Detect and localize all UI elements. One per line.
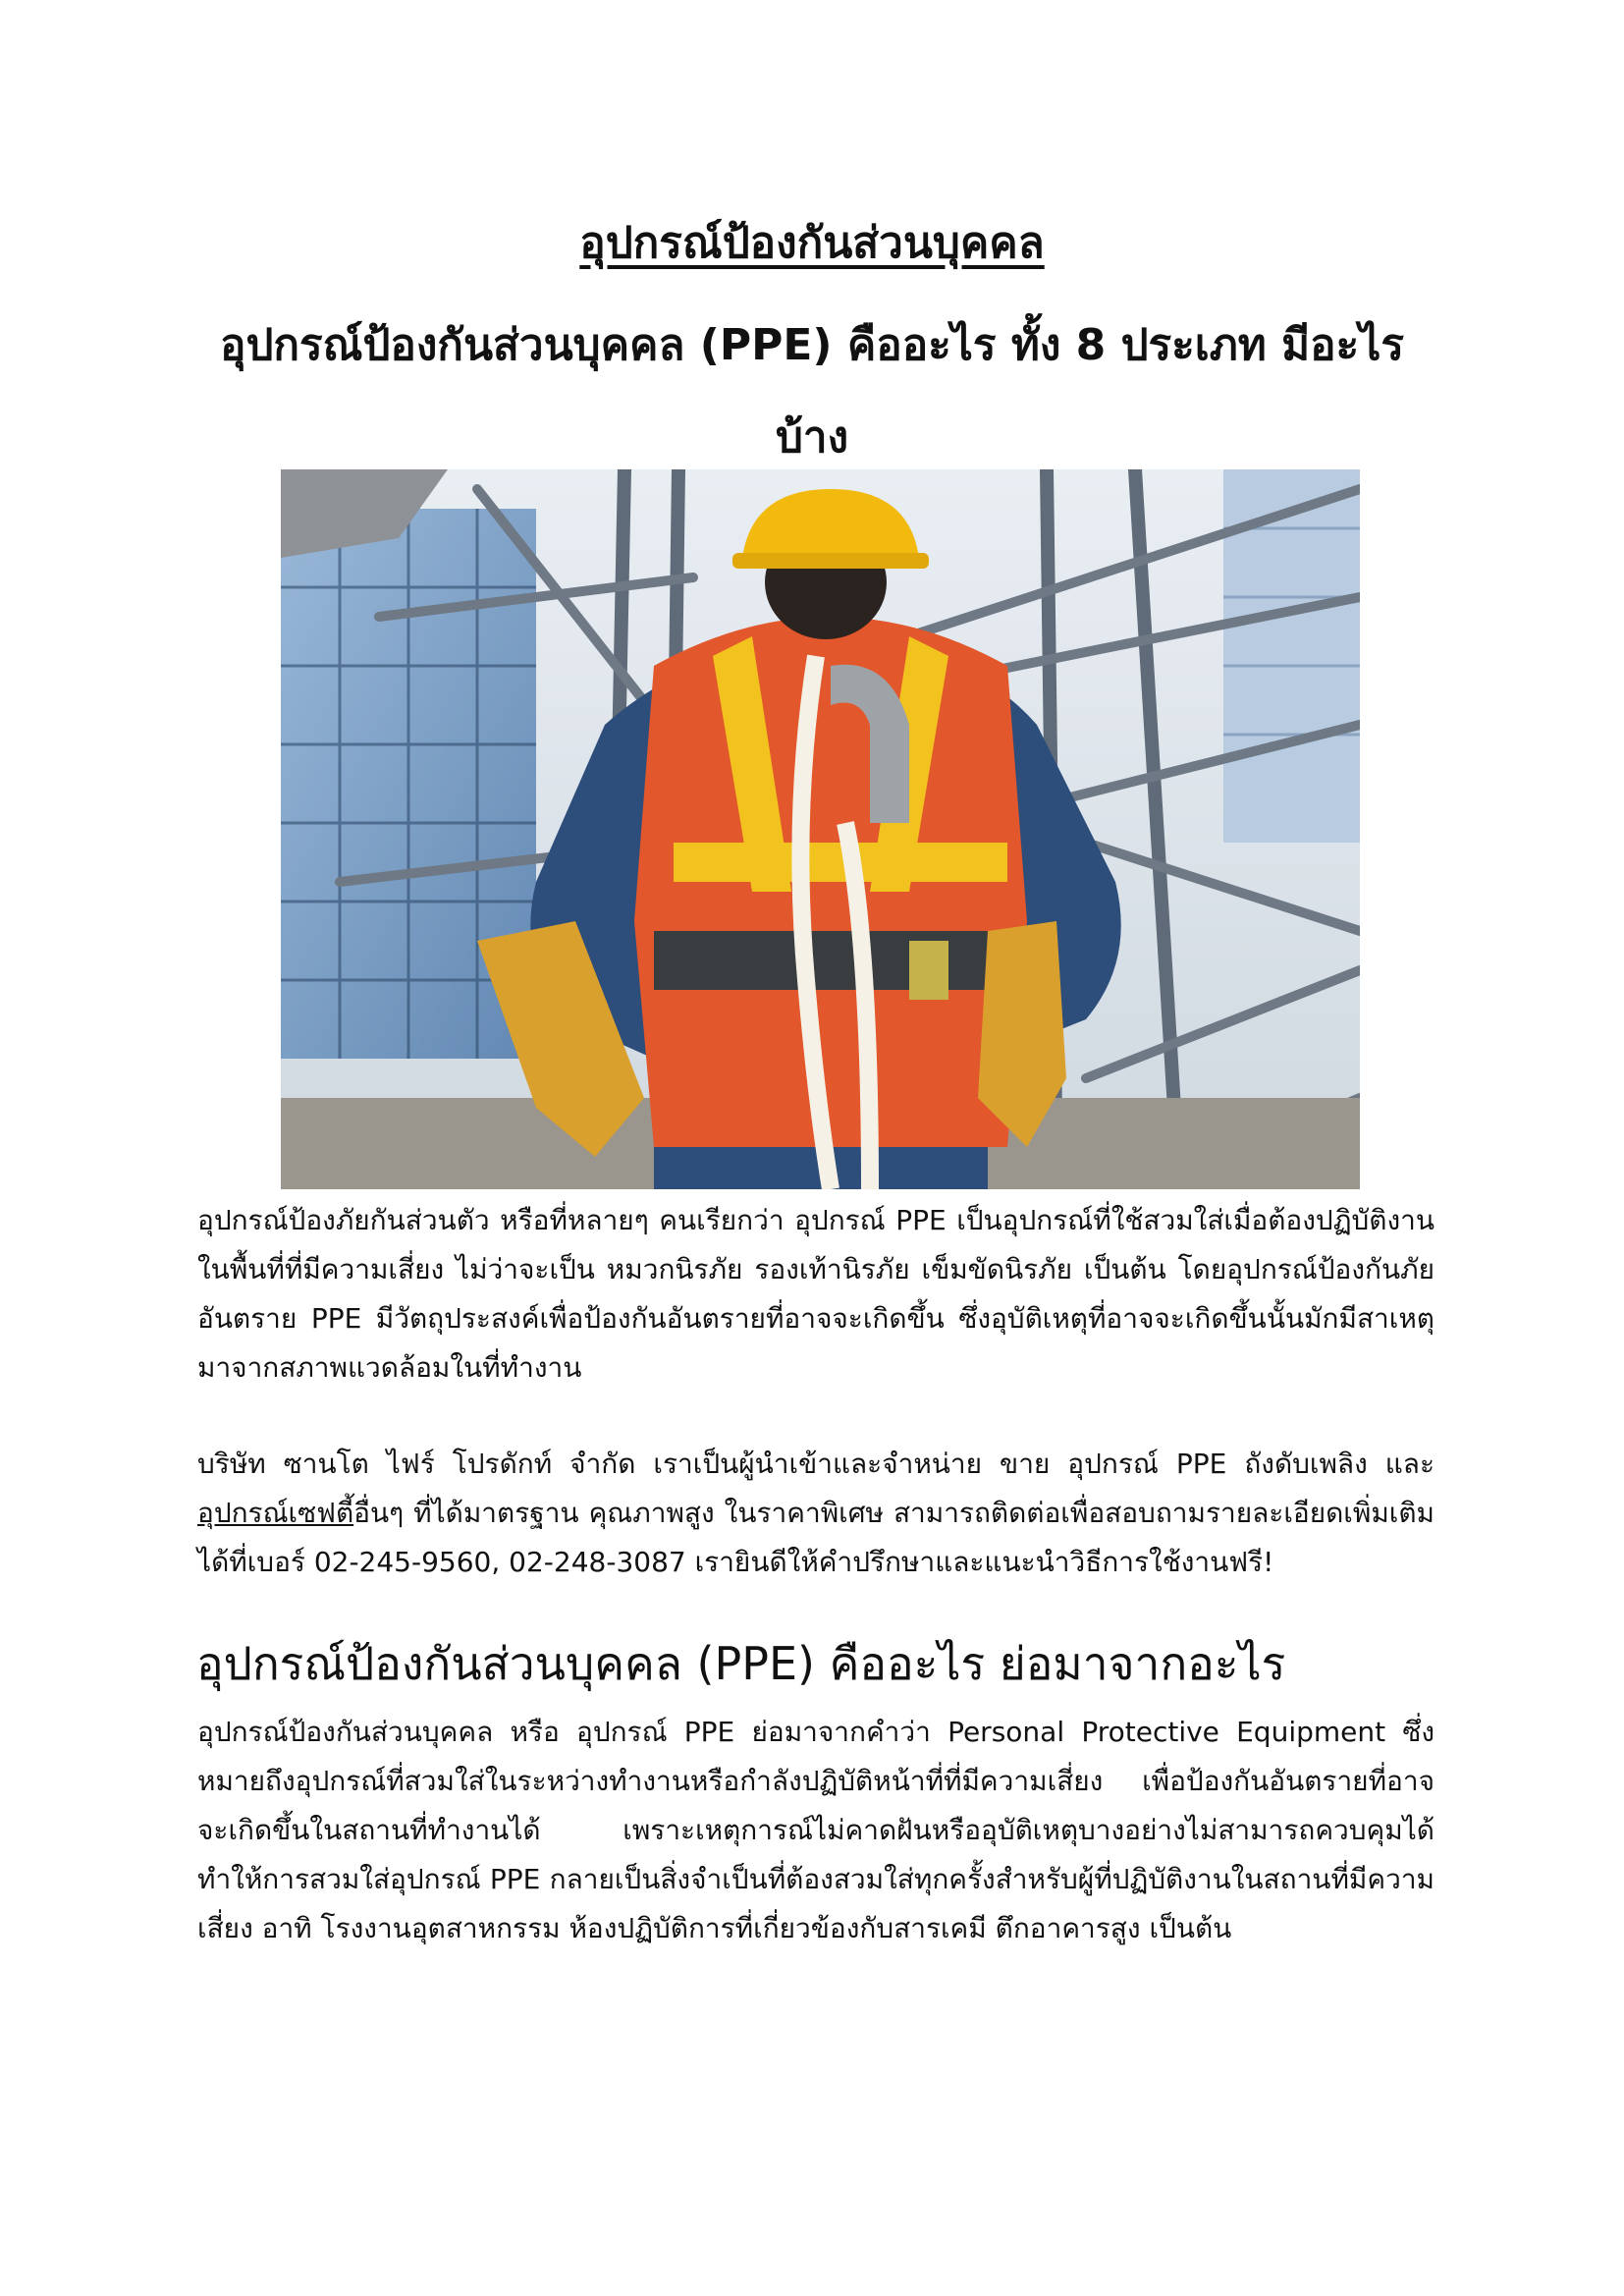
safety-equipment-link[interactable]: อุปกรณ์เซฟตี้ (197, 1497, 354, 1529)
document-headline: อุปกรณ์ป้องกันส่วนบุคคล (PPE) คืออะไร ทั้ง 8 ประเภท มีอะไรบ้าง (220, 320, 1404, 463)
worker-safety-photo (281, 469, 1360, 1189)
company-paragraph-contact: อื่นๆ ที่ได้มาตรฐาน คุณภาพสูง ในราคาพิเศษ สามารถติดต่อเพื่อสอบถามรายละเอียดเพิ่มเติมได้ที่เบอร์ 02-245-9560, 02-248-3087 เรายินดีให้คำปรึกษาและแนะนำวิธีการใช้งานฟรี! (197, 1497, 1435, 1578)
section-heading: อุปกรณ์ป้องกันส่วนบุคคล (PPE) คืออะไร ย่อมาจากอะไร (196, 1637, 1286, 1690)
company-paragraph (197, 1440, 1435, 1587)
section-paragraph: อุปกรณ์ป้องกันส่วนบุคคล หรือ อุปกรณ์ PPE ย่อมาจากคำว่า Personal Protective Equipment ซึ่งหมายถึงอุปกรณ์ที่สวมใส่ในระหว่างทำงานหรือกำลังปฏิบัติหน้าที่ที่มีความเสี่ยง เพื่อป้องกันอันตรายที่อาจจะเกิดขึ้นในสถานที่ทำงานได้ เพราะเหตุการณ์ไม่คาดฝันหรืออุบัติเหตุบางอย่างไม่สามารถควบคุมได้ ทำให้การสวมใส่อุปกรณ์ PPE กลายเป็นสิ่งจำเป็นที่ต้องสวมใส่ทุกครั้งสำหรับผู้ที่ปฏิบัติงานในสถานที่มีความเสี่ยง อาทิ โรงงานอุตสาหกรรม ห้องปฏิบัติการที่เกี่ยวข้องกับสารเคมี ตึกอาคารสูง เป็นต้น (197, 1716, 1435, 1944)
intro-paragraph: อุปกรณ์ป้องภัยกันส่วนตัว หรือที่หลายๆ คนเรียกว่า อุปกรณ์ PPE เป็นอุปกรณ์ที่ใช้สวมใส่เมื่อต้องปฏิบัติงานในพื้นที่ที่มีความเสี่ยง ไม่ว่าจะเป็น หมวกนิรภัย รองเท้านิรภัย เข็มขัดนิรภัย เป็นต้น โดยอุปกรณ์ป้องกันภัยอันตราย PPE มีวัตถุประสงค์เพื่อป้องกันอันตรายที่อาจจะเกิดขึ้น ซึ่งอุบัติเหตุที่อาจจะเกิดขึ้นนั้นมักมีสาเหตุมาจากสภาพแวดล้อมในที่ทำงาน (197, 1204, 1435, 1384)
document-title: อุปกรณ์ป้องกันส่วนบุคคล (579, 218, 1045, 268)
company-paragraph-text: บริษัท ซานโต ไฟร์ โปรดักท์ จำกัด เราเป็นผู้นำเข้าและจำหน่าย ขาย อุปกรณ์ PPE ถังดับเพลิง และ (197, 1448, 1435, 1480)
